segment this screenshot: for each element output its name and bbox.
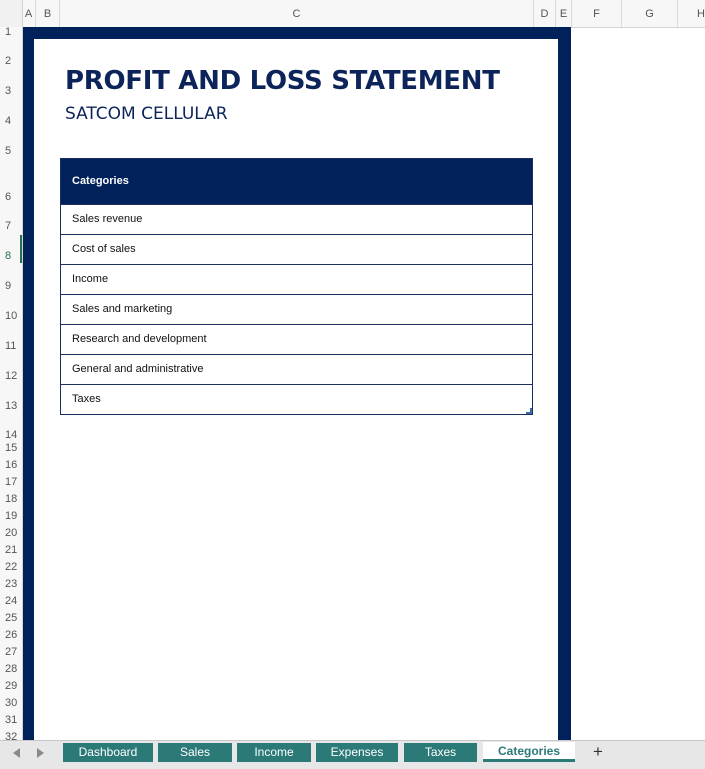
table-row[interactable]: Sales and marketing: [61, 294, 532, 324]
column-header-d[interactable]: D: [534, 0, 556, 27]
row-header[interactable]: 10: [5, 310, 18, 322]
column-header-g[interactable]: G: [622, 0, 678, 27]
column-header-f[interactable]: F: [572, 0, 622, 27]
tab-sales[interactable]: Sales: [158, 743, 232, 762]
row-header-bar: [0, 27, 23, 740]
row-header[interactable]: 5: [5, 145, 12, 157]
row-header[interactable]: 22: [5, 561, 18, 573]
row-header[interactable]: 18: [5, 493, 18, 505]
row-header[interactable]: 12: [5, 370, 18, 382]
select-all-corner[interactable]: [0, 0, 23, 27]
row-header[interactable]: 25: [5, 612, 18, 624]
page-title: PROFIT AND LOSS STATEMENT: [65, 66, 500, 96]
row-header[interactable]: 27: [5, 646, 18, 658]
add-sheet-plus-icon[interactable]: +: [593, 742, 603, 761]
tab-categories[interactable]: Categories: [483, 742, 575, 762]
row-header[interactable]: 19: [5, 510, 18, 522]
column-header-b[interactable]: B: [36, 0, 60, 27]
row-header[interactable]: 16: [5, 459, 18, 471]
row-header[interactable]: 11: [5, 340, 17, 352]
table-row[interactable]: Research and development: [61, 324, 532, 354]
row-header[interactable]: 17: [5, 476, 18, 488]
row-header-selected[interactable]: 8: [5, 250, 12, 262]
row-header[interactable]: 2: [5, 55, 12, 67]
categories-table-header[interactable]: Categories: [61, 159, 532, 204]
row-header[interactable]: 1: [5, 27, 12, 38]
tab-dashboard[interactable]: Dashboard: [63, 743, 153, 762]
row-header[interactable]: 3: [5, 85, 12, 97]
column-header-a[interactable]: A: [22, 0, 36, 27]
row-header[interactable]: 13: [5, 400, 18, 412]
tab-taxes[interactable]: Taxes: [404, 743, 477, 762]
table-row[interactable]: Cost of sales: [61, 234, 532, 264]
previous-sheet-arrow-icon[interactable]: [13, 748, 20, 758]
row-header[interactable]: 21: [5, 544, 18, 556]
row-header[interactable]: 26: [5, 629, 18, 641]
tab-income[interactable]: Income: [237, 743, 311, 762]
row-header[interactable]: 24: [5, 595, 18, 607]
row-header[interactable]: 31: [5, 714, 18, 726]
row-header[interactable]: 14: [5, 429, 18, 441]
tab-expenses[interactable]: Expenses: [316, 743, 398, 762]
company-name: SATCOM CELLULAR: [65, 104, 228, 124]
column-header-e[interactable]: E: [556, 0, 572, 27]
next-sheet-arrow-icon[interactable]: [37, 748, 44, 758]
row-header[interactable]: 4: [5, 115, 12, 127]
row-header[interactable]: 23: [5, 578, 18, 590]
table-row[interactable]: General and administrative: [61, 354, 532, 384]
row-header[interactable]: 30: [5, 697, 18, 709]
table-row[interactable]: Income: [61, 264, 532, 294]
table-row[interactable]: Sales revenue: [61, 204, 532, 234]
row-header[interactable]: 6: [5, 191, 12, 203]
table-resize-handle-icon[interactable]: [526, 408, 532, 414]
table-row[interactable]: Taxes: [61, 384, 532, 414]
row-header[interactable]: 28: [5, 663, 18, 675]
row-header[interactable]: 29: [5, 680, 18, 692]
row-header[interactable]: 15: [5, 442, 18, 454]
categories-table: [60, 158, 533, 415]
row-header[interactable]: 20: [5, 527, 18, 539]
selected-row-indicator: [20, 235, 22, 263]
column-header-bar: [0, 0, 705, 28]
column-header-c[interactable]: C: [60, 0, 534, 27]
row-header[interactable]: 32: [5, 731, 18, 740]
row-header[interactable]: 9: [5, 280, 12, 292]
sheet-tab-bar: [0, 740, 705, 769]
column-header-h[interactable]: H: [697, 8, 705, 20]
row-header[interactable]: 7: [5, 220, 12, 232]
